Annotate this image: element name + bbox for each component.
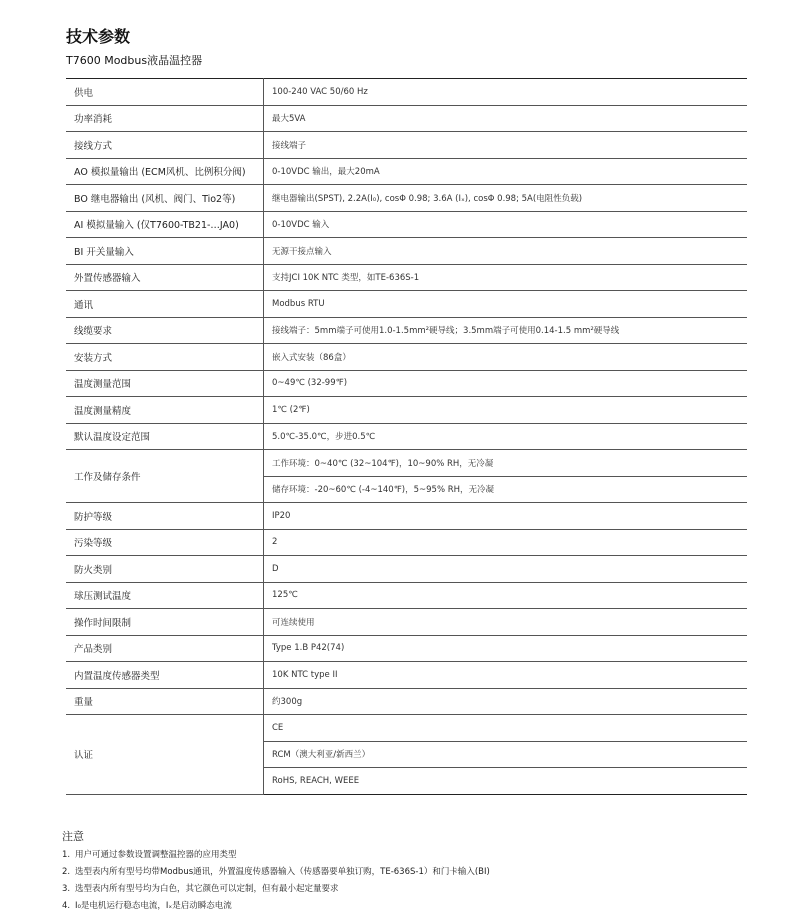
notes-list	[62, 847, 490, 915]
spec-row	[66, 211, 747, 238]
spec-label: 功率消耗	[66, 105, 264, 132]
spec-label: 污染等级	[66, 529, 264, 556]
spec-row	[66, 529, 747, 556]
spec-value: Modbus RTU	[264, 291, 748, 318]
spec-value: 工作环境：0~40℃ (32~104℉)，10~90% RH，无冷凝	[264, 450, 748, 477]
spec-label: 外置传感器输入	[66, 264, 264, 291]
spec-row	[66, 609, 747, 636]
spec-value: 继电器输出(SPST), 2.2A(I₀), cosΦ 0.98; 3.6A (Iₓ), cosΦ 0.98; 5A(电阻性负载)	[264, 185, 748, 212]
spec-row	[66, 582, 747, 609]
spec-label: 默认温度设定范围	[66, 423, 264, 450]
spec-value: 10K NTC type II	[264, 662, 748, 689]
spec-row	[66, 132, 747, 159]
spec-table-body	[66, 79, 747, 795]
spec-label: 供电	[66, 79, 264, 106]
spec-value: 100-240 VAC 50/60 Hz	[264, 79, 748, 106]
spec-label: 操作时间限制	[66, 609, 264, 636]
spec-value: 1℃ (2℉)	[264, 397, 748, 424]
spec-value: RCM（澳大利亚/新西兰）	[264, 741, 748, 768]
spec-value: 接线端子	[264, 132, 748, 159]
spec-row	[66, 450, 747, 477]
spec-row	[66, 715, 747, 742]
spec-value: 接线端子：5mm端子可使用1.0-1.5mm²硬导线；3.5mm端子可使用0.14-1.5 mm²硬导线	[264, 317, 748, 344]
spec-value: CE	[264, 715, 748, 742]
spec-label: 接线方式	[66, 132, 264, 159]
spec-row	[66, 397, 747, 424]
spec-label: 温度测量精度	[66, 397, 264, 424]
spec-row	[66, 370, 747, 397]
note-text: 用户可通过参数设置调整温控器的应用类型	[75, 850, 237, 860]
spec-value: 5.0℃-35.0℃，步进0.5℃	[264, 423, 748, 450]
spec-table	[66, 78, 747, 795]
note-number: 1.	[62, 850, 71, 860]
spec-value: 可连续使用	[264, 609, 748, 636]
spec-label: 线缆要求	[66, 317, 264, 344]
spec-row	[66, 185, 747, 212]
spec-value: 0~49℃ (32-99℉)	[264, 370, 748, 397]
spec-value: 最大5VA	[264, 105, 748, 132]
spec-label: 认证	[66, 715, 264, 795]
spec-value: Type 1.B P42(74)	[264, 635, 748, 662]
spec-value: RoHS, REACH, WEEE	[264, 768, 748, 795]
spec-row	[66, 158, 747, 185]
spec-value: D	[264, 556, 748, 583]
spec-label: AI 模拟量输入 (仅T7600-TB21-…JA0)	[66, 211, 264, 238]
spec-row	[66, 317, 747, 344]
spec-value: IP20	[264, 503, 748, 530]
note-text: 选型表内所有型号均为白色，其它颜色可以定制，但有最小起定量要求	[75, 884, 339, 894]
notes-section	[62, 828, 490, 915]
spec-value: 约300g	[264, 688, 748, 715]
note-number: 2.	[62, 867, 71, 877]
spec-label: 重量	[66, 688, 264, 715]
spec-row	[66, 344, 747, 371]
note-text: 选型表内所有型号均带Modbus通讯，外置温度传感器输入（传感器要单独订购，TE-636S-1）和门卡输入(BI)	[75, 867, 490, 877]
spec-row	[66, 238, 747, 265]
spec-row	[66, 105, 747, 132]
spec-row	[66, 662, 747, 689]
page-title: 技术参数	[66, 27, 131, 46]
spec-value: 0-10VDC 输入	[264, 211, 748, 238]
spec-row	[66, 291, 747, 318]
spec-value: 支持JCI 10K NTC 类型，如TE-636S-1	[264, 264, 748, 291]
spec-label: 温度测量范围	[66, 370, 264, 397]
note-item	[62, 898, 490, 915]
spec-label: BO 继电器输出 (风机、阀门、Tio2等)	[66, 185, 264, 212]
note-item	[62, 881, 490, 898]
note-item	[62, 864, 490, 881]
note-item	[62, 847, 490, 864]
spec-row	[66, 503, 747, 530]
spec-row	[66, 264, 747, 291]
spec-row	[66, 423, 747, 450]
note-text: I₀是电机运行稳态电流，Iₓ是启动瞬态电流	[75, 901, 232, 911]
spec-label: 安装方式	[66, 344, 264, 371]
product-subtitle: T7600 Modbus液晶温控器	[66, 54, 203, 67]
spec-label: 防火类别	[66, 556, 264, 583]
spec-row	[66, 79, 747, 106]
spec-value: 无源干接点输入	[264, 238, 748, 265]
spec-label: 产品类别	[66, 635, 264, 662]
spec-label: 通讯	[66, 291, 264, 318]
spec-value: 125℃	[264, 582, 748, 609]
spec-value: 2	[264, 529, 748, 556]
spec-row	[66, 556, 747, 583]
spec-value: 嵌入式安装（86盒）	[264, 344, 748, 371]
note-number: 4.	[62, 901, 71, 911]
spec-label: 球压测试温度	[66, 582, 264, 609]
spec-value: 储存环境：-20~60℃ (-4~140℉)，5~95% RH，无冷凝	[264, 476, 748, 503]
spec-row	[66, 688, 747, 715]
spec-value: 0-10VDC 输出，最大20mA	[264, 158, 748, 185]
spec-label: 防护等级	[66, 503, 264, 530]
spec-row	[66, 635, 747, 662]
spec-label: AO 模拟量输出 (ECM风机、比例积分阀)	[66, 158, 264, 185]
spec-label: BI 开关量输入	[66, 238, 264, 265]
note-number: 3.	[62, 884, 71, 894]
notes-heading: 注意	[62, 830, 84, 843]
spec-label: 内置温度传感器类型	[66, 662, 264, 689]
spec-label: 工作及储存条件	[66, 450, 264, 503]
